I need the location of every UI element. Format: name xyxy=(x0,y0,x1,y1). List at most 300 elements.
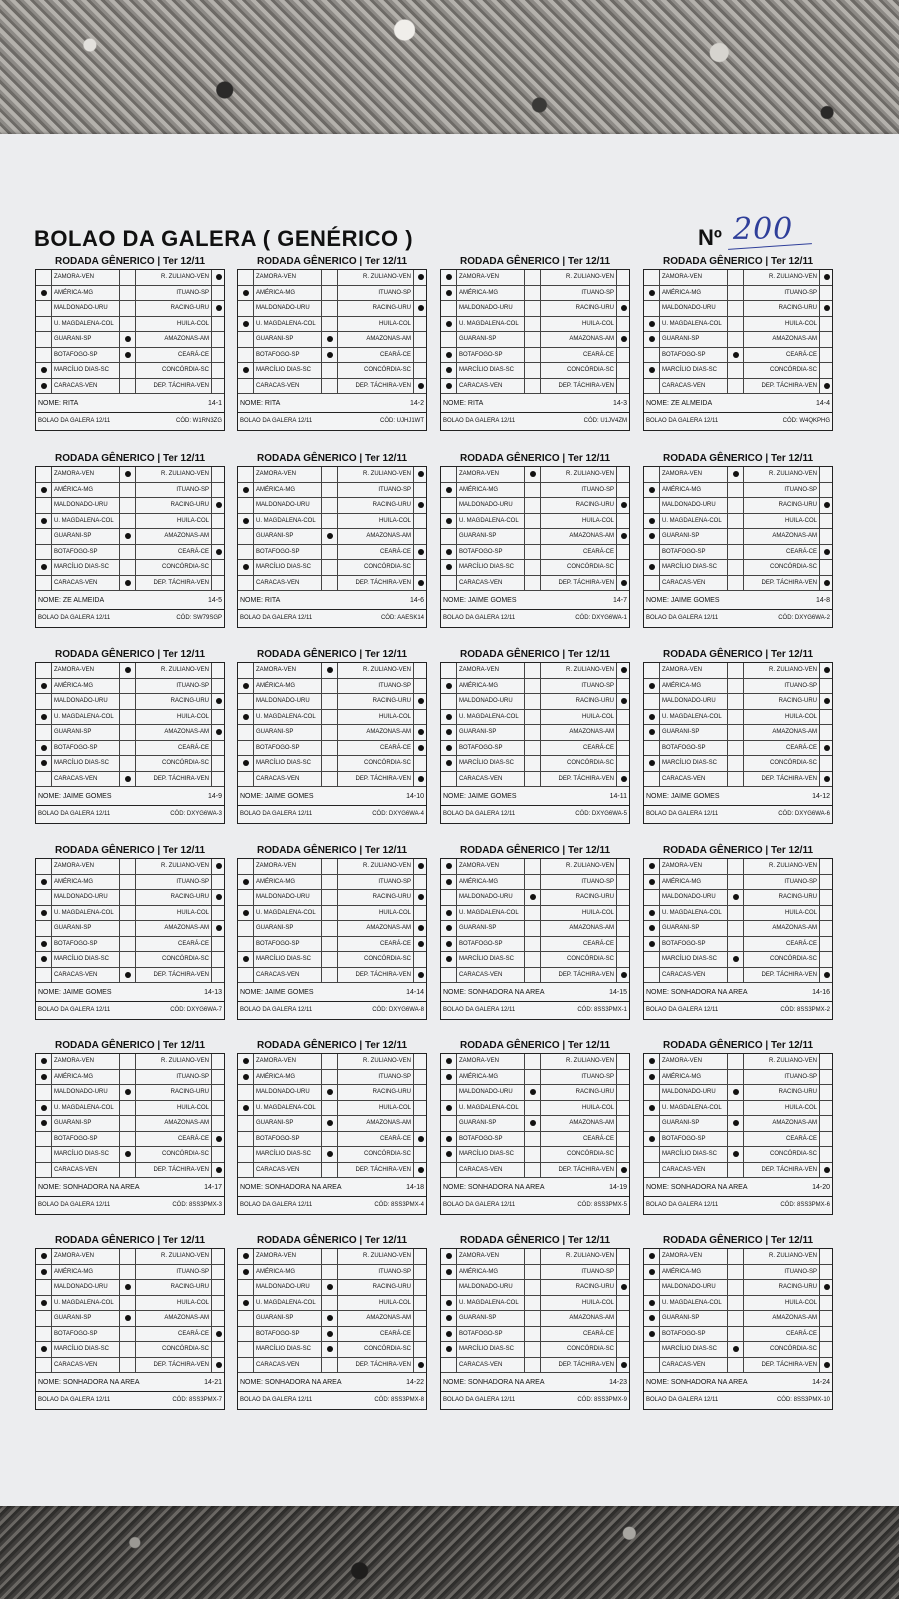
home-team: MALDONADO-URU xyxy=(52,1280,120,1295)
home-team: AMÉRICA-MG xyxy=(457,679,525,694)
home-pick-cell xyxy=(644,1280,660,1295)
pick-mark xyxy=(125,352,131,358)
home-team: CARACAS-VEN xyxy=(660,968,728,983)
away-pick-cell xyxy=(617,1132,631,1147)
footer-label: BOLAO DA GALERA 12/11 xyxy=(646,418,719,424)
card-footer xyxy=(35,1002,225,1020)
pick-mark xyxy=(41,383,47,389)
match-row xyxy=(238,529,426,545)
away-team: R. ZULIANO-VEN xyxy=(338,270,414,285)
home-pick-cell xyxy=(644,968,660,983)
away-team: R. ZULIANO-VEN xyxy=(541,1054,617,1069)
away-team: CEARÁ-CE xyxy=(541,545,617,560)
home-team: CARACAS-VEN xyxy=(254,1163,322,1178)
pick-mark xyxy=(418,502,424,508)
pick-mark xyxy=(446,383,452,389)
home-team: CARACAS-VEN xyxy=(254,576,322,591)
home-pick-cell xyxy=(644,952,660,967)
away-pick-cell xyxy=(414,1280,428,1295)
away-team: R. ZULIANO-VEN xyxy=(744,1054,820,1069)
away-team: ITUANO-SP xyxy=(541,1265,617,1280)
match-table xyxy=(237,662,427,806)
bettor-row xyxy=(441,787,629,806)
away-pick-cell xyxy=(414,1085,428,1100)
match-row xyxy=(644,710,832,726)
away-pick-cell xyxy=(820,663,834,678)
pick-mark xyxy=(446,729,452,735)
home-team: U. MAGDALENA-COL xyxy=(660,514,728,529)
draw-pick-cell xyxy=(525,1280,541,1295)
draw-pick-cell xyxy=(525,1101,541,1116)
home-team: GUARANI-SP xyxy=(52,332,120,347)
match-table xyxy=(440,1053,630,1197)
home-team: ZAMORA-VEN xyxy=(52,270,120,285)
match-table xyxy=(643,858,833,1002)
match-row xyxy=(441,1249,629,1265)
match-table xyxy=(440,269,630,413)
card-number: 14-18 xyxy=(406,1184,424,1191)
bettor-row xyxy=(441,983,629,1002)
bettor-name: NOME: RITA xyxy=(443,400,484,407)
match-row xyxy=(441,694,629,710)
away-pick-cell xyxy=(414,560,428,575)
draw-pick-cell xyxy=(525,1296,541,1311)
away-team: DEP. TÁCHIRA-VEN xyxy=(744,968,820,983)
pick-mark xyxy=(621,533,627,539)
home-pick-cell xyxy=(644,1311,660,1326)
home-team: AMÉRICA-MG xyxy=(660,483,728,498)
pick-mark xyxy=(327,1151,333,1157)
away-team: RACING-URU xyxy=(136,890,212,905)
match-row xyxy=(36,529,224,545)
draw-pick-cell xyxy=(525,952,541,967)
bettor-row xyxy=(441,1178,629,1197)
away-pick-cell xyxy=(212,1249,226,1264)
away-pick-cell xyxy=(617,1296,631,1311)
draw-pick-cell xyxy=(322,875,338,890)
pick-mark xyxy=(216,502,222,508)
home-pick-cell xyxy=(644,1132,660,1147)
match-row xyxy=(441,741,629,757)
match-row xyxy=(36,467,224,483)
home-pick-cell xyxy=(644,1085,660,1100)
match-row xyxy=(644,906,832,922)
pick-mark xyxy=(243,1058,249,1064)
home-pick-cell xyxy=(441,348,457,363)
draw-pick-cell xyxy=(120,1054,136,1069)
away-team: RACING-URU xyxy=(338,498,414,513)
away-pick-cell xyxy=(414,756,428,771)
away-team: RACING-URU xyxy=(338,301,414,316)
pick-mark xyxy=(621,667,627,673)
home-team: ZAMORA-VEN xyxy=(660,1054,728,1069)
pick-mark xyxy=(649,925,655,931)
home-pick-cell xyxy=(36,529,52,544)
home-pick-cell xyxy=(36,890,52,905)
away-pick-cell xyxy=(212,1116,226,1131)
pick-mark xyxy=(243,290,249,296)
home-team: GUARANI-SP xyxy=(254,921,322,936)
away-team: AMAZONAS-AM xyxy=(338,1116,414,1131)
draw-pick-cell xyxy=(120,498,136,513)
match-row xyxy=(441,529,629,545)
pick-mark xyxy=(327,533,333,539)
pick-mark xyxy=(446,714,452,720)
home-team: CARACAS-VEN xyxy=(52,576,120,591)
home-pick-cell xyxy=(238,1265,254,1280)
match-row xyxy=(441,270,629,286)
away-team: HUILA-COL xyxy=(541,1101,617,1116)
pick-mark xyxy=(824,580,830,586)
home-pick-cell xyxy=(441,679,457,694)
home-pick-cell xyxy=(441,529,457,544)
pick-mark xyxy=(530,1089,536,1095)
pick-mark xyxy=(733,471,739,477)
home-team: U. MAGDALENA-COL xyxy=(457,710,525,725)
draw-pick-cell xyxy=(525,1342,541,1357)
away-pick-cell xyxy=(820,483,834,498)
home-pick-cell xyxy=(238,756,254,771)
card-number: 14-21 xyxy=(204,1379,222,1386)
card-number: 14-14 xyxy=(406,989,424,996)
bet-card xyxy=(440,1040,630,1218)
home-team: GUARANI-SP xyxy=(254,332,322,347)
home-team: MALDONADO-URU xyxy=(254,890,322,905)
match-row xyxy=(238,270,426,286)
match-row xyxy=(36,1280,224,1296)
home-team: ZAMORA-VEN xyxy=(254,1054,322,1069)
home-team: CARACAS-VEN xyxy=(660,576,728,591)
away-pick-cell xyxy=(414,1342,428,1357)
away-team: RACING-URU xyxy=(541,890,617,905)
card-title: RODADA GÊNERICO | Ter 12/11 xyxy=(256,1040,408,1051)
home-team: BOTAFOGO-SP xyxy=(457,937,525,952)
away-team: HUILA-COL xyxy=(744,514,820,529)
pick-mark xyxy=(41,487,47,493)
draw-pick-cell xyxy=(525,772,541,787)
match-table xyxy=(35,858,225,1002)
draw-pick-cell xyxy=(525,663,541,678)
card-title: RODADA GÊNERICO | Ter 12/11 xyxy=(459,1040,611,1051)
away-pick-cell xyxy=(414,741,428,756)
match-row xyxy=(238,301,426,317)
home-pick-cell xyxy=(238,1163,254,1178)
away-team: CEARÁ-CE xyxy=(338,545,414,560)
match-row xyxy=(36,1132,224,1148)
home-team: GUARANI-SP xyxy=(52,1311,120,1326)
match-row xyxy=(441,1070,629,1086)
bet-card xyxy=(35,649,225,827)
match-table xyxy=(643,1248,833,1392)
card-number: 14-1 xyxy=(207,400,222,407)
home-team: MALDONADO-URU xyxy=(457,498,525,513)
home-pick-cell xyxy=(441,1358,457,1373)
away-team: AMAZONAS-AM xyxy=(744,1116,820,1131)
home-pick-cell xyxy=(644,467,660,482)
card-number: 14-16 xyxy=(812,989,830,996)
home-team: U. MAGDALENA-COL xyxy=(254,906,322,921)
bettor-name: NOME: SONHADORA NA AREA xyxy=(443,989,545,996)
draw-pick-cell xyxy=(728,1311,744,1326)
draw-pick-cell xyxy=(728,483,744,498)
pick-mark xyxy=(446,1300,452,1306)
card-title: RODADA GÊNERICO | Ter 12/11 xyxy=(662,256,814,267)
home-pick-cell xyxy=(441,1070,457,1085)
pick-mark xyxy=(621,305,627,311)
pick-mark xyxy=(216,698,222,704)
pick-mark xyxy=(446,549,452,555)
home-pick-cell xyxy=(441,1311,457,1326)
match-row xyxy=(441,498,629,514)
home-team: GUARANI-SP xyxy=(457,529,525,544)
home-team: GUARANI-SP xyxy=(52,921,120,936)
pick-mark xyxy=(41,1058,47,1064)
away-pick-cell xyxy=(212,498,226,513)
bet-card xyxy=(643,649,833,827)
match-row xyxy=(441,756,629,772)
footer-label: BOLAO DA GALERA 12/11 xyxy=(38,1007,111,1013)
away-team: CONCÓRDIA-SC xyxy=(338,560,414,575)
pick-mark xyxy=(418,383,424,389)
pick-mark xyxy=(243,487,249,493)
match-row xyxy=(441,968,629,984)
card-title: RODADA GÊNERICO | Ter 12/11 xyxy=(459,453,611,464)
pick-mark xyxy=(418,305,424,311)
draw-pick-cell xyxy=(322,906,338,921)
draw-pick-cell xyxy=(120,952,136,967)
away-pick-cell xyxy=(212,1054,226,1069)
home-pick-cell xyxy=(238,921,254,936)
away-team: HUILA-COL xyxy=(338,514,414,529)
draw-pick-cell xyxy=(728,498,744,513)
match-row xyxy=(644,379,832,395)
match-row xyxy=(238,1163,426,1179)
match-row xyxy=(36,286,224,302)
pick-mark xyxy=(243,1253,249,1259)
card-footer xyxy=(35,1392,225,1410)
card-footer xyxy=(35,1197,225,1215)
bettor-name: NOME: JAIME GOMES xyxy=(646,793,720,800)
match-row xyxy=(238,467,426,483)
home-team: ZAMORA-VEN xyxy=(660,1249,728,1264)
draw-pick-cell xyxy=(525,741,541,756)
home-team: MALDONADO-URU xyxy=(254,498,322,513)
pick-mark xyxy=(649,367,655,373)
home-pick-cell xyxy=(36,1265,52,1280)
pick-mark xyxy=(41,941,47,947)
pick-mark xyxy=(824,776,830,782)
away-pick-cell xyxy=(414,332,428,347)
away-pick-cell xyxy=(820,906,834,921)
away-team: RACING-URU xyxy=(338,890,414,905)
match-row xyxy=(36,952,224,968)
home-pick-cell xyxy=(36,1116,52,1131)
away-team: HUILA-COL xyxy=(338,906,414,921)
away-pick-cell xyxy=(617,363,631,378)
pick-mark xyxy=(418,863,424,869)
draw-pick-cell xyxy=(322,529,338,544)
pick-mark xyxy=(216,549,222,555)
home-team: U. MAGDALENA-COL xyxy=(254,1296,322,1311)
pick-mark xyxy=(418,745,424,751)
pick-mark xyxy=(621,972,627,978)
away-pick-cell xyxy=(414,772,428,787)
pick-mark xyxy=(824,698,830,704)
away-pick-cell xyxy=(212,921,226,936)
pick-mark xyxy=(327,336,333,342)
match-row xyxy=(441,560,629,576)
pick-mark xyxy=(125,1089,131,1095)
away-pick-cell xyxy=(820,1085,834,1100)
draw-pick-cell xyxy=(728,1280,744,1295)
bettor-name: NOME: ZE ALMEIDA xyxy=(38,597,105,604)
away-pick-cell xyxy=(820,1163,834,1178)
home-pick-cell xyxy=(441,332,457,347)
draw-pick-cell xyxy=(525,483,541,498)
away-team: HUILA-COL xyxy=(338,1101,414,1116)
pick-mark xyxy=(621,1362,627,1368)
away-pick-cell xyxy=(212,741,226,756)
pick-mark xyxy=(824,274,830,280)
pick-mark xyxy=(125,336,131,342)
bettor-name: NOME: SONHADORA NA AREA xyxy=(443,1379,545,1386)
match-row xyxy=(36,1265,224,1281)
bettor-row xyxy=(238,983,426,1002)
home-pick-cell xyxy=(644,317,660,332)
draw-pick-cell xyxy=(525,1311,541,1326)
home-pick-cell xyxy=(441,467,457,482)
away-team: HUILA-COL xyxy=(541,514,617,529)
card-code: CÓD: 8SS3PMX-10 xyxy=(776,1397,830,1403)
home-team: GUARANI-SP xyxy=(254,1116,322,1131)
footer-label: BOLAO DA GALERA 12/11 xyxy=(38,615,111,621)
card-code: CÓD: 8SS3PMX-4 xyxy=(374,1202,424,1208)
pick-mark xyxy=(41,290,47,296)
away-pick-cell xyxy=(617,1085,631,1100)
away-team: R. ZULIANO-VEN xyxy=(338,1249,414,1264)
pick-mark xyxy=(446,1269,452,1275)
draw-pick-cell xyxy=(525,1265,541,1280)
draw-pick-cell xyxy=(525,725,541,740)
match-row xyxy=(441,1132,629,1148)
pick-mark xyxy=(327,1315,333,1321)
home-pick-cell xyxy=(441,560,457,575)
draw-pick-cell xyxy=(120,301,136,316)
away-team: RACING-URU xyxy=(338,1280,414,1295)
draw-pick-cell xyxy=(525,379,541,394)
pick-mark xyxy=(649,321,655,327)
away-pick-cell xyxy=(212,483,226,498)
away-pick-cell xyxy=(617,875,631,890)
pick-mark xyxy=(216,1331,222,1337)
home-pick-cell xyxy=(238,348,254,363)
home-pick-cell xyxy=(36,772,52,787)
card-footer xyxy=(440,413,630,431)
home-team: ZAMORA-VEN xyxy=(457,270,525,285)
card-title: RODADA GÊNERICO | Ter 12/11 xyxy=(256,453,408,464)
away-pick-cell xyxy=(414,514,428,529)
pick-mark xyxy=(125,1315,131,1321)
away-team: AMAZONAS-AM xyxy=(136,921,212,936)
home-team: GUARANI-SP xyxy=(660,529,728,544)
home-pick-cell xyxy=(36,301,52,316)
home-team: CARACAS-VEN xyxy=(254,1358,322,1373)
match-row xyxy=(644,286,832,302)
bettor-row xyxy=(36,591,224,610)
match-row xyxy=(441,1101,629,1117)
home-pick-cell xyxy=(644,1265,660,1280)
draw-pick-cell xyxy=(120,529,136,544)
match-row xyxy=(441,467,629,483)
home-pick-cell xyxy=(36,906,52,921)
match-row xyxy=(644,317,832,333)
draw-pick-cell xyxy=(525,890,541,905)
draw-pick-cell xyxy=(525,363,541,378)
away-pick-cell xyxy=(212,467,226,482)
away-pick-cell xyxy=(617,1342,631,1357)
match-table xyxy=(35,662,225,806)
away-team: RACING-URU xyxy=(541,1280,617,1295)
away-pick-cell xyxy=(212,679,226,694)
pick-mark xyxy=(649,941,655,947)
away-team: CONCÓRDIA-SC xyxy=(541,363,617,378)
draw-pick-cell xyxy=(525,1132,541,1147)
match-row xyxy=(36,1311,224,1327)
away-team: CEARÁ-CE xyxy=(744,1327,820,1342)
away-pick-cell xyxy=(820,529,834,544)
draw-pick-cell xyxy=(322,379,338,394)
match-row xyxy=(36,725,224,741)
bet-card xyxy=(643,453,833,631)
card-code: CÓD: 8SS3PMX-2 xyxy=(780,1007,830,1013)
home-pick-cell xyxy=(441,1280,457,1295)
match-table xyxy=(643,269,833,413)
draw-pick-cell xyxy=(525,348,541,363)
home-team: BOTAFOGO-SP xyxy=(52,1327,120,1342)
card-footer xyxy=(643,806,833,824)
home-pick-cell xyxy=(441,545,457,560)
away-pick-cell xyxy=(820,1249,834,1264)
match-table xyxy=(237,269,427,413)
away-team: DEP. TÁCHIRA-VEN xyxy=(136,968,212,983)
draw-pick-cell xyxy=(728,529,744,544)
home-pick-cell xyxy=(238,317,254,332)
card-number: 14-23 xyxy=(609,1379,627,1386)
match-row xyxy=(441,875,629,891)
card-number: 14-6 xyxy=(409,597,424,604)
home-pick-cell xyxy=(441,1265,457,1280)
away-pick-cell xyxy=(414,348,428,363)
draw-pick-cell xyxy=(728,1327,744,1342)
match-row xyxy=(644,952,832,968)
footer-label: BOLAO DA GALERA 12/11 xyxy=(240,418,313,424)
away-pick-cell xyxy=(820,725,834,740)
away-team: CEARÁ-CE xyxy=(136,741,212,756)
card-number: 14-2 xyxy=(409,400,424,407)
bet-card xyxy=(237,649,427,827)
pick-mark xyxy=(418,698,424,704)
match-row xyxy=(644,1147,832,1163)
away-team: AMAZONAS-AM xyxy=(338,921,414,936)
match-row xyxy=(36,859,224,875)
home-pick-cell xyxy=(36,1249,52,1264)
card-code: CÓD: DXYG6WA-4 xyxy=(372,811,424,817)
card-number: 14-15 xyxy=(609,989,627,996)
pick-mark xyxy=(446,1074,452,1080)
home-pick-cell xyxy=(36,1054,52,1069)
pick-mark xyxy=(418,1362,424,1368)
match-row xyxy=(36,379,224,395)
